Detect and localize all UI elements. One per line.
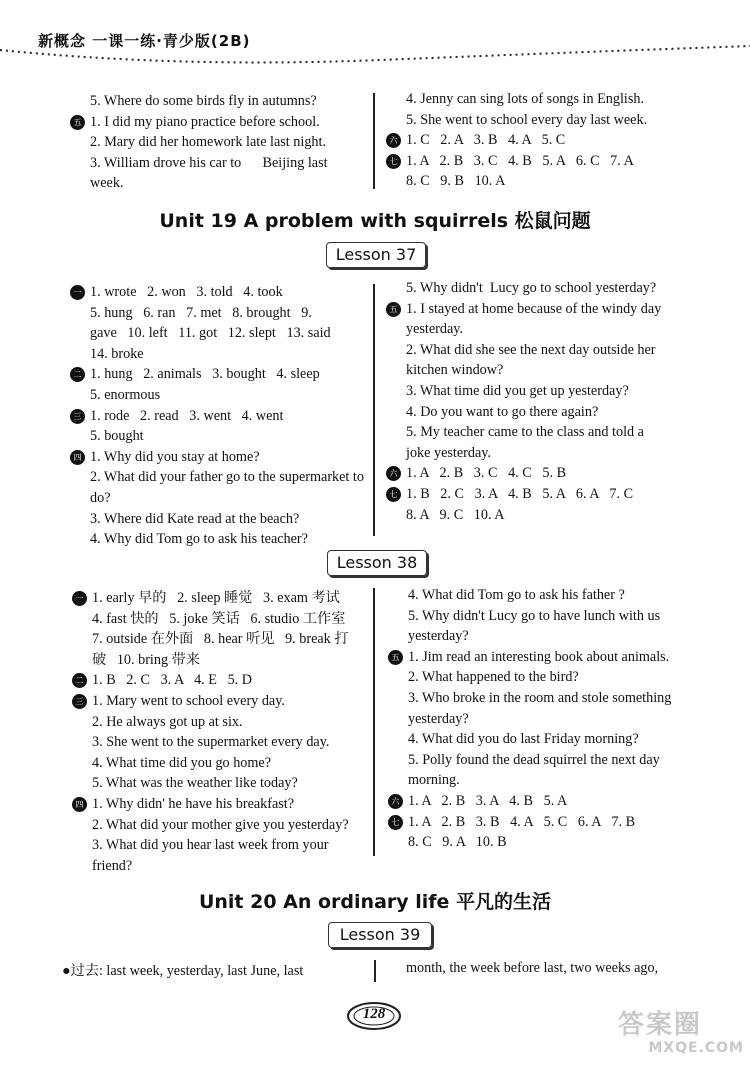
answer-line (92, 835, 368, 856)
answer-text: 4. fast 快的 5. joke 笑话 6. studio 工作室 (92, 610, 346, 627)
answer-text: 1. B 2. C 3. A 4. E 5. D (92, 672, 253, 689)
answer-text: yesterday? (408, 710, 469, 727)
answer-line (92, 753, 368, 774)
section-number-bullet: 五 (386, 302, 401, 317)
answer-text: 5. enormous (90, 386, 161, 403)
answer-text: 1. Why didn' he have his breakfast? (92, 795, 295, 812)
answer-text: 1. B 2. C 3. A 4. B 5. A 6. A 7. C (406, 485, 634, 502)
lesson-38-left-column (75, 588, 368, 876)
answer-line (92, 629, 368, 650)
answer-text: 8. C 9. A 10. B (408, 834, 507, 851)
answer-text: yesterday? (408, 628, 469, 645)
answer-text: 1. C 2. A 3. B 4. A 5. C (406, 132, 566, 149)
answer-text: 8. C 9. B 10. A (406, 173, 506, 190)
answer-line (90, 323, 366, 344)
answer-line (406, 340, 684, 361)
answer-line (90, 529, 366, 550)
answer-line (90, 91, 366, 112)
lesson-37-right-column (389, 278, 684, 525)
lesson-39-right-line: month, the week before last, two weeks ago, (406, 960, 659, 976)
section-number-bullet: 六 (386, 133, 401, 148)
section-number-bullet: 七 (386, 487, 401, 502)
section-number-bullet: 一 (72, 591, 87, 606)
lesson-39-left-line: ●过去: last week, yesterday, last June, last (62, 963, 304, 979)
answer-line (408, 626, 684, 647)
answer-text: morning. (408, 772, 460, 789)
answer-text: joke yesterday. (406, 444, 491, 461)
section-number-bullet: 四 (72, 797, 87, 812)
unit-19-title: Unit 19 A problem with squirrels 松鼠问题 (159, 210, 591, 232)
section-number-bullet: 七 (388, 815, 403, 830)
answer-text: 1. wrote 2. won 3. told 4. took (90, 284, 283, 300)
answer-text: 2. He always got up at six. (92, 713, 243, 730)
section-number-bullet: 五 (70, 115, 85, 130)
answer-text: 7. outside 在外面 8. hear 听见 9. break 打 (92, 631, 349, 648)
answer-text: 1. A 2. B 3. C 4. B 5. A 6. C 7. A (406, 152, 634, 169)
lesson-37-left-column (73, 282, 366, 550)
answer-line (408, 750, 684, 771)
column-divider (373, 93, 375, 189)
answer-line (90, 303, 366, 324)
answer-line (90, 509, 366, 530)
answer-text: week. (90, 175, 124, 192)
answer-text: friend? (92, 857, 133, 874)
answer-text: 4. Jenny can sing lots of songs in English. (406, 91, 645, 107)
section-number-bullet: 七 (386, 154, 401, 169)
answer-text: yesterday. (406, 321, 463, 338)
answer-text: 5. hung 6. ran 7. met 8. brought 9. (90, 304, 312, 321)
answer-line (406, 278, 684, 299)
column-divider (374, 960, 376, 982)
answer-line (73, 447, 366, 468)
answer-text: 14. broke (90, 345, 144, 362)
answer-line (92, 609, 368, 630)
section-number-bullet: 四 (70, 450, 85, 465)
answer-text: 1. A 2. B 3. B 4. A 5. C 6. A 7. B (408, 813, 636, 830)
answer-text: gave 10. left 11. got 12. slept 13. said (90, 325, 331, 342)
answer-text: 1. rode 2. read 3. went 4. went (90, 407, 284, 424)
answer-text: 4. Do you want to go there again? (406, 403, 599, 420)
answer-line (92, 712, 368, 733)
answer-line (406, 505, 684, 526)
answer-line (75, 670, 368, 691)
answer-line (389, 299, 684, 320)
answer-line (406, 402, 684, 423)
section-number-bullet: 三 (70, 409, 85, 424)
answer-line (75, 794, 368, 815)
answer-text: 3. Who broke in the room and stole something (408, 689, 672, 706)
answer-line (389, 130, 686, 151)
answer-line (92, 650, 368, 671)
answer-text: 1. Jim read an interesting book about animals. (408, 648, 670, 665)
answer-text: 5. Polly found the dead squirrel the next day (408, 751, 660, 768)
answer-line (90, 467, 366, 488)
answer-text: 3. What did you hear last week from your (92, 837, 329, 854)
top-left-column (73, 91, 366, 194)
answer-text: 4. What time did you go home? (92, 754, 272, 771)
answer-line (406, 110, 686, 131)
lesson-38-box: Lesson 38 (327, 550, 427, 576)
column-divider (373, 588, 375, 856)
answer-text: 5. Where do some birds fly in autumns? (90, 93, 317, 109)
section-number-bullet: 二 (72, 673, 87, 688)
answer-line (92, 815, 368, 836)
answer-text: 4. What did you do last Friday morning? (408, 731, 639, 748)
answer-line (406, 171, 686, 192)
answer-text: 8. A 9. C 10. A (406, 506, 505, 523)
answer-text: 3. William drove his car to Beijing last (90, 154, 328, 171)
answer-line (408, 832, 684, 853)
answer-line (391, 647, 684, 668)
answer-line (408, 606, 684, 627)
answer-line (406, 443, 684, 464)
page-number: 128 (362, 1006, 386, 1022)
answer-line (391, 812, 684, 833)
answer-text: 1. I did my piano practice before school. (90, 113, 320, 130)
answer-line (92, 732, 368, 753)
answer-line (406, 89, 686, 110)
top-right-column (389, 89, 686, 192)
answer-text: 1. early 早的 2. sleep 睡觉 3. exam 考试 (92, 590, 340, 606)
section-number-bullet: 六 (388, 794, 403, 809)
book-header-title: 新概念 一课一练·青少版(2B) (38, 32, 251, 50)
answer-line (73, 112, 366, 133)
answer-line (75, 588, 368, 609)
answer-line (406, 360, 684, 381)
answer-text: 5. Why didn't Lucy go to school yesterday? (406, 280, 657, 296)
header-dotted-wave (0, 40, 750, 68)
answer-text: 1. A 2. B 3. C 4. C 5. B (406, 465, 567, 482)
answer-line (389, 463, 684, 484)
answer-line (408, 667, 684, 688)
answer-text: 1. Mary went to school every day. (92, 692, 285, 709)
answer-text: 3. Where did Kate read at the beach? (90, 510, 300, 527)
answer-line (408, 585, 684, 606)
lesson-39-box: Lesson 39 (328, 922, 432, 948)
section-number-bullet: 三 (72, 694, 87, 709)
answer-line (73, 282, 366, 303)
answer-text: 2. What did your mother give you yesterday? (92, 816, 349, 833)
answer-text: 1. A 2. B 3. A 4. B 5. A (408, 792, 568, 809)
section-number-bullet: 六 (386, 466, 401, 481)
answer-text: 5. She went to school every day last week. (406, 111, 648, 128)
answer-text: 2. What happened to the bird? (408, 669, 579, 686)
answer-line (90, 385, 366, 406)
column-divider (373, 284, 375, 536)
answer-line (389, 484, 684, 505)
answer-text: 1. Why did you stay at home? (90, 448, 260, 465)
answer-line (90, 173, 366, 194)
answer-line (408, 729, 684, 750)
answer-text: do? (90, 489, 111, 506)
answer-line (389, 151, 686, 172)
answer-line (90, 426, 366, 447)
answer-line (75, 691, 368, 712)
answer-text: 3. What time did you get up yesterday? (406, 382, 629, 399)
answer-line (73, 406, 366, 427)
answer-text: 2. What did she see the next day outside her (406, 341, 656, 358)
answer-text: 1. I stayed at home because of the windy day (406, 300, 662, 317)
answer-text: 5. Why didn't Lucy go to have lunch with us (408, 607, 661, 624)
answer-text: 3. She went to the supermarket every day. (92, 734, 330, 751)
lesson-37-box: Lesson 37 (326, 242, 426, 268)
answer-text: 5. My teacher came to the class and told a (406, 424, 644, 441)
answer-text: 1. hung 2. animals 3. bought 4. sleep (90, 366, 320, 383)
answer-line (90, 153, 366, 174)
answer-line (90, 132, 366, 153)
answer-line (408, 709, 684, 730)
answer-line (408, 688, 684, 709)
answer-line (73, 364, 366, 385)
section-number-bullet: 二 (70, 367, 85, 382)
answer-line (90, 344, 366, 365)
unit-20-title: Unit 20 An ordinary life 平凡的生活 (198, 891, 552, 913)
answer-line (391, 791, 684, 812)
answer-line (92, 856, 368, 877)
answer-text: 2. What did your father go to the supermarket to (90, 469, 364, 486)
section-number-bullet: 五 (388, 650, 403, 665)
answer-line (406, 319, 684, 340)
answer-line (408, 770, 684, 791)
answer-text: 4. Why did Tom go to ask his teacher? (90, 531, 308, 548)
lesson-38-right-column (391, 585, 684, 853)
answer-text: 4. What did Tom go to ask his father ? (408, 587, 625, 603)
answer-line (90, 488, 366, 509)
answer-text: 2. Mary did her homework late last night. (90, 134, 327, 151)
watermark-logo: 答案圈 MXQE.COM (618, 1010, 744, 1056)
answer-text: 5. bought (90, 428, 144, 445)
answer-line (406, 422, 684, 443)
section-number-bullet: 一 (70, 285, 85, 300)
answer-line (406, 381, 684, 402)
answer-line (92, 773, 368, 794)
answer-text: 5. What was the weather like today? (92, 775, 298, 792)
answer-text: 破 10. bring 带来 (92, 651, 200, 668)
answer-text: kitchen window? (406, 362, 504, 379)
